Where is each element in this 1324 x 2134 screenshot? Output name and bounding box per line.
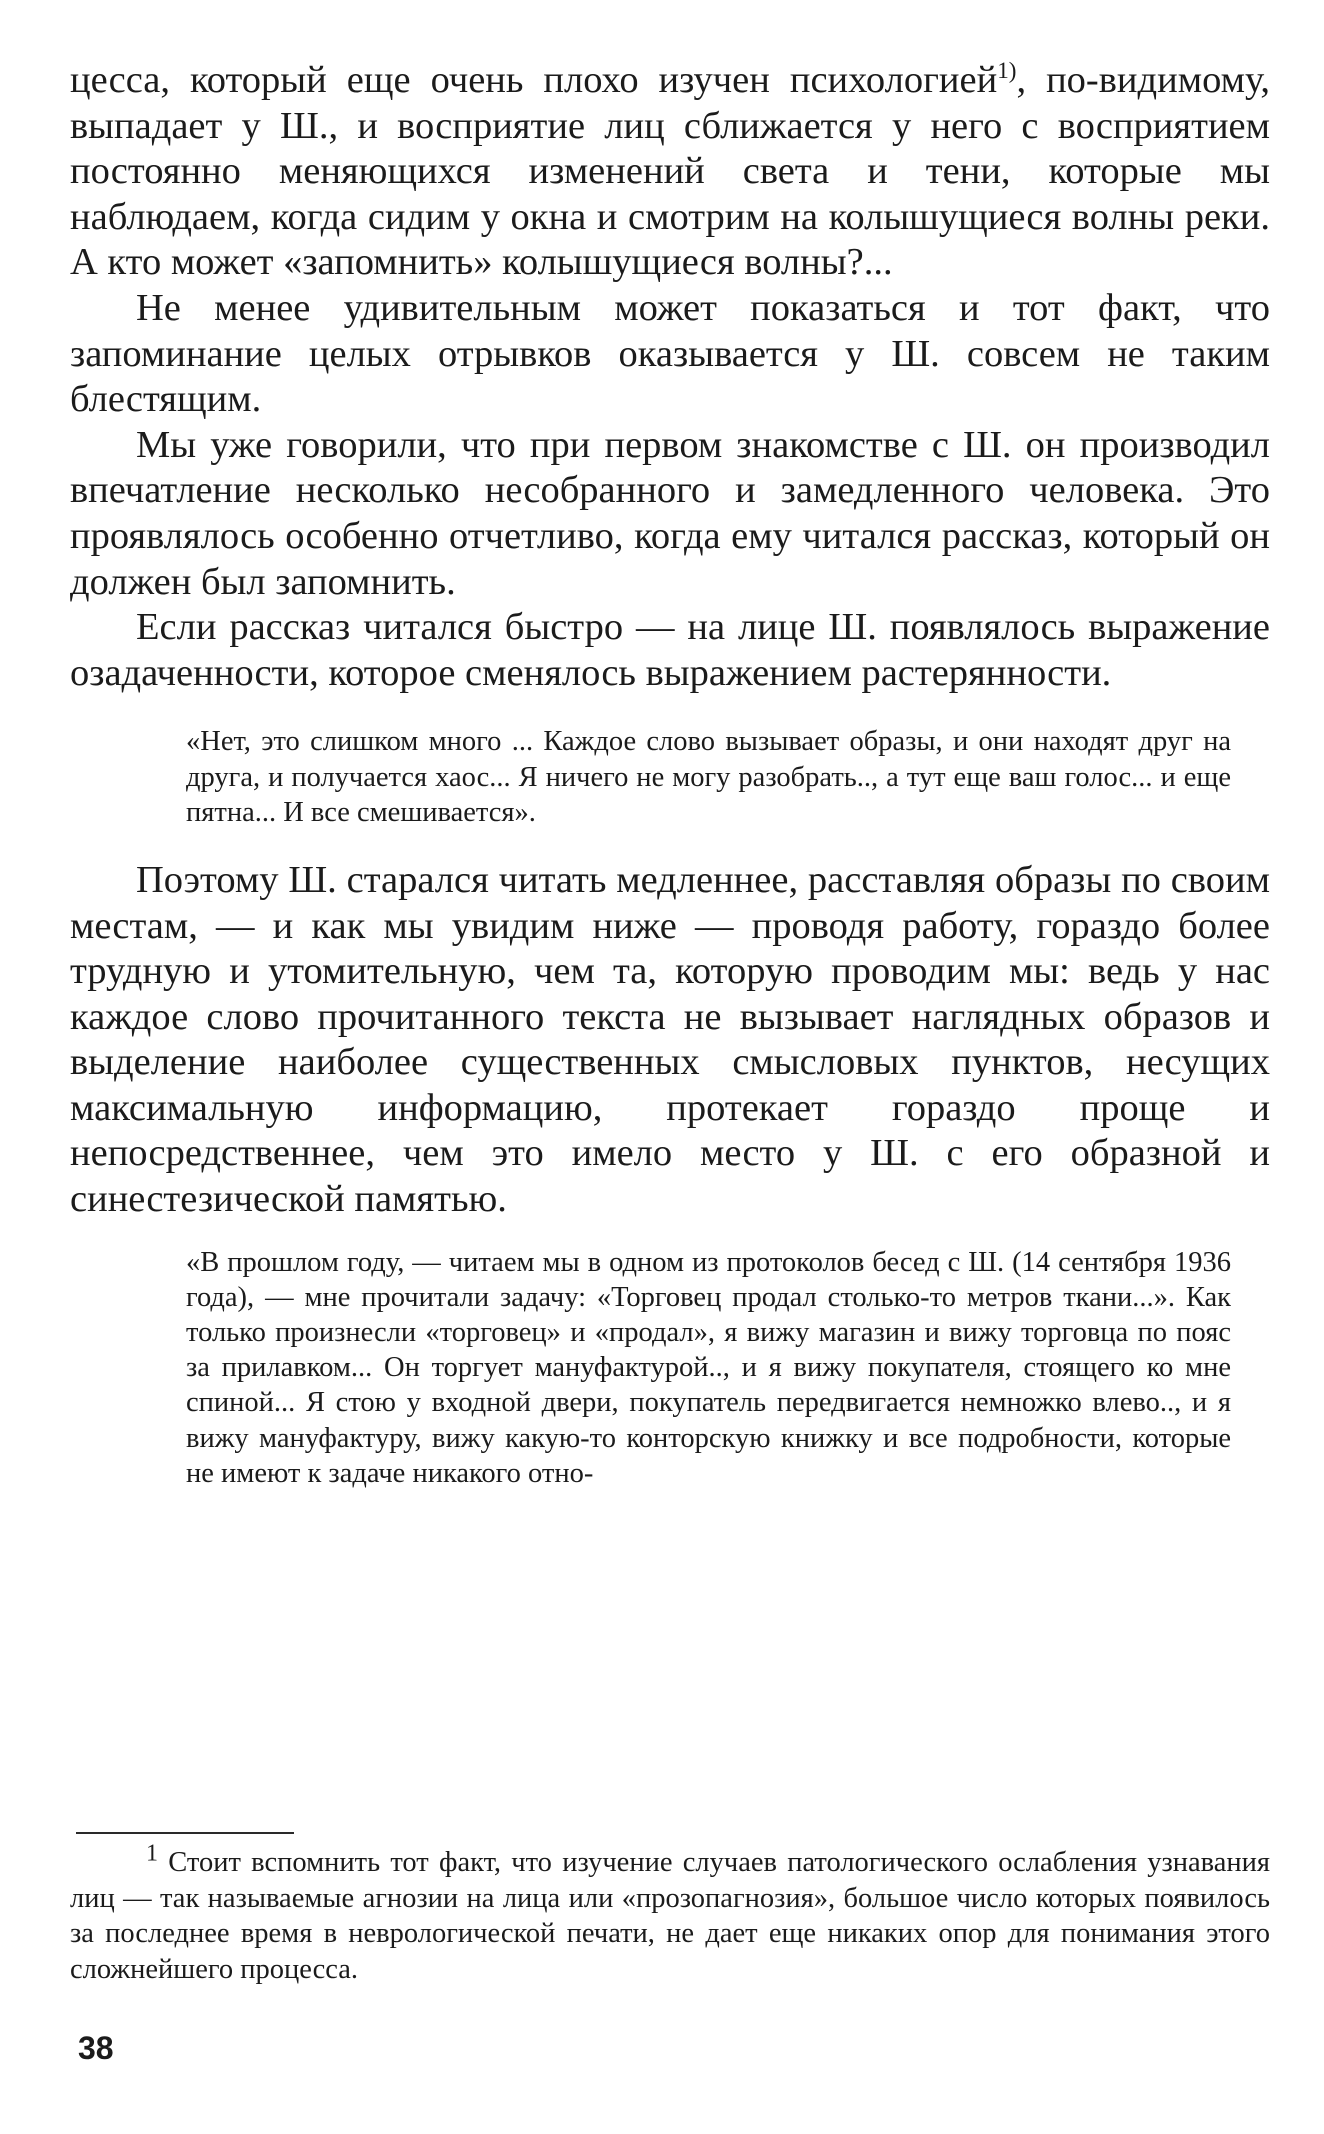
- footnote-text: Стоит вспомнить тот факт, что изучение случаев патологического ослабления узнавания лиц — так называемые агнозии на лица или «прозопагнозия», большое число которых появилось за последнее время в неврологической печати, не дает еще никаких опор для понимания этого сложнейшего процесса.: [70, 1847, 1270, 1985]
- footnote: [70, 1840, 1270, 1987]
- footnote-reference: 1): [997, 57, 1017, 84]
- paragraph-2: Не менее удивительным может показаться и тот факт, что запоминание целых отрывков оказывается у Ш. совсем не таким блестящим.: [70, 286, 1270, 421]
- footnote-body: [70, 1840, 1270, 1987]
- page-body: [70, 58, 1270, 1491]
- paragraph-5: Поэтому Ш. старался читать медленнее, расставляя образы по своим местам, — и как мы увидим ниже — проводя работу, гораздо более трудную и утомительную, чем та, которую проводим мы: ведь у нас каждое слово прочитанного текста не вызывает наглядных образов и выделение наиболее существенных смысловых пунктов, несущих максимальную информацию, протекает гораздо проще и непосредственнее, чем это имело место у Ш. с его образной и синестезической памятью.: [70, 858, 1270, 1221]
- footnote-divider: [76, 1832, 294, 1834]
- paragraph-4: Если рассказ читался быстро — на лице Ш. появлялось выражение озадаченности, которое сменялось выражением растерянности.: [70, 606, 1270, 694]
- quote-1: «Нет, это слишком много ... Каждое слово вызывает образы, и они находят друг на друга, и получается хаос... Я ничего не могу разобрать.., а тут еще ваш голос... и еще пятна... И все смешивается».: [186, 726, 1231, 828]
- page-number: 38: [78, 2030, 114, 2066]
- paragraph-3: Мы уже говорили, что при первом знакомстве с Ш. он производил впечатление несколько несобранного и замедленного человека. Это проявлялось особенно отчетливо, когда ему читался рассказ, который он должен был запомнить.: [70, 423, 1270, 603]
- paragraph-1-rest: , по-видимому, выпадает у Ш., и восприятие лиц сближается у него с восприятием постоянно меняющихся изменений света и тени, которые мы наблюдаем, когда сидим у окна и смотрим на колышущиеся волны реки. А кто может «запомнить» колышущиеся волны?...: [70, 59, 1270, 284]
- footnote-mark: 1: [146, 1840, 158, 1867]
- paragraph-1-start: цесса, который еще очень плохо изучен психологией: [70, 59, 998, 101]
- quote-2: «В прошлом году, — читаем мы в одном из протоколов бесед с Ш. (14 сентября 1936 года), — мне прочитали задачу: «Торговец продал столько-то метров ткани...». Как только произнесли «торговец» и «продал», я вижу магазин и вижу торговца по пояс за прилавком... Он торгует мануфактурой.., и я вижу покупателя, стоящего ко мне спиной... Я стою у входной двери, покупатель передвигается немножко влево.., и я вижу мануфактуру, вижу какую-то конторскую книжку и все подробности, которые не имеют к задаче никакого отно-: [186, 1246, 1231, 1489]
- paragraph-1: [70, 58, 1270, 286]
